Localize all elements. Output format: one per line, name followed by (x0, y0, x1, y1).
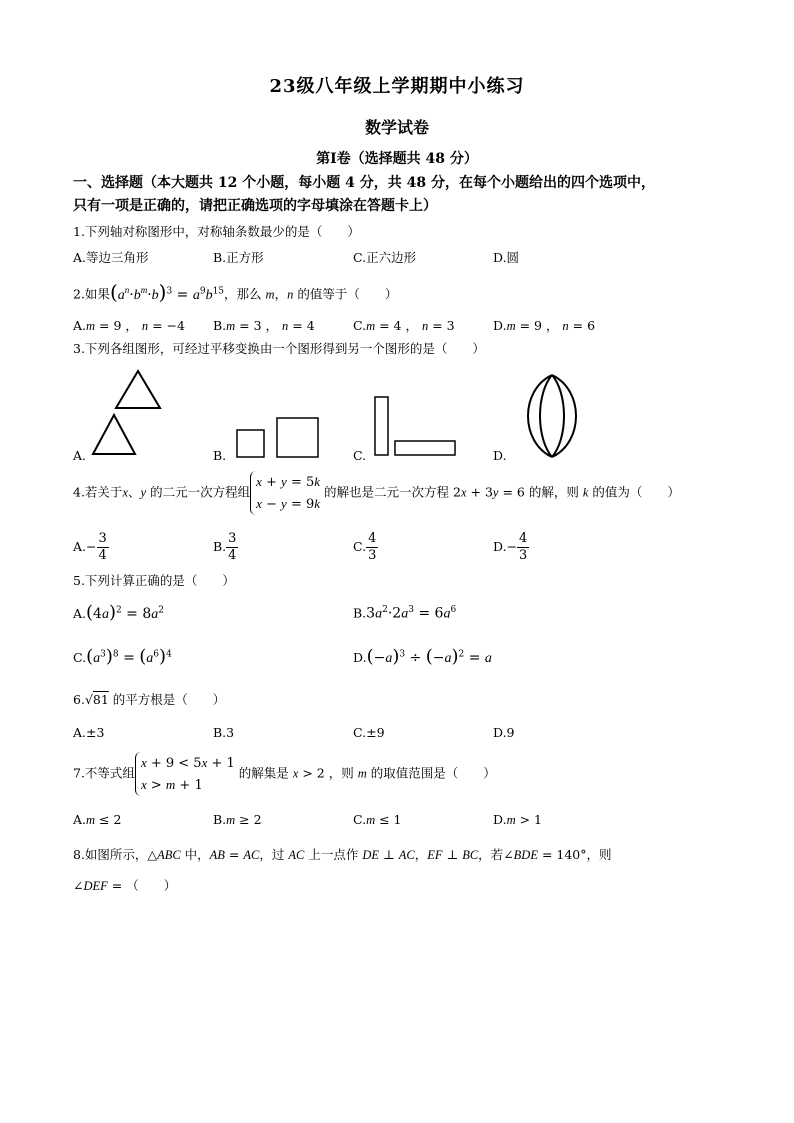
q6-option-a: A.±3 (73, 725, 105, 740)
q7-option-c: C.m ≤ 1 (353, 812, 402, 827)
section-heading-line1: 一、选择题（本大题共 12 个小题，每小题 4 分，共 48 分，在每个小题给出的四个选项中， (73, 175, 655, 191)
q5-option-d: $D.(-a)^3 \div (-a)^2 = a$ (353, 646, 492, 667)
q5-option-b: $B.3a^2\cdot 2a^3 = 6a^6$ (353, 605, 457, 622)
page-subtitle: 数学试卷 (364, 118, 429, 137)
q1-option-a: A.等边三角形 (73, 250, 149, 265)
page-title: 23级八年级上学期期中小练习 (269, 76, 525, 97)
question-2-stem: 2.如果$(a^n\cdot b^m\cdot b)^3 = a^9b^{15}$，那么 m，n 的值等于（ ） (73, 279, 398, 304)
question-8-stem-line1: 8.如图所示，△ABC 中，AB = AC，过 AC 上一点作 DE ⊥ AC，EF ⊥ BC，若∠BDE = 140°，则 (73, 847, 612, 862)
q4-option-b: B. $\frac{3}{4}$ (213, 531, 237, 563)
q2-option-a: A.m = 9 ， n = −4 (73, 318, 185, 333)
q2-option-b: B.m = 3 ， n = 4 (213, 318, 315, 333)
q5-option-c: $C.(a^3)^8 = (a^6)^4$ (73, 646, 172, 667)
q7-inequality-system: x + 9 < 5x + 1 x > m + 1 (135, 752, 235, 796)
q7-option-d: D.m > 1 (493, 812, 542, 827)
section-heading-line2: 只有一项是正确的，请把正确选项的字母填涂在答题卡上） (73, 198, 437, 214)
q3-figure-a-triangles (88, 368, 168, 460)
q2-expression: $(a^n\cdot b^m\cdot b)^3 = a^9b^{15}$ (109, 279, 225, 304)
part-heading: 第Ⅰ卷（选择题共 48 分） (316, 151, 478, 167)
q3-option-a: A. (73, 448, 87, 463)
q4-option-c: C. $\frac{4}{3}$ (353, 531, 377, 563)
q2-option-c: C.m = 4 ， n = 3 (353, 318, 455, 333)
q5-option-a: $A.(4a)^2 = 8a^2$ (73, 602, 165, 623)
question-7-stem: 7.不等式组x + 9 < 5x + 1 x > m + 1 的解集是 x > 2 ，则 m 的取值范围是（ ） (73, 752, 496, 796)
question-6-stem: 6.√81 的平方根是（ ） (73, 692, 226, 707)
q6-option-c: C.±9 (353, 725, 385, 740)
q3-figure-c-rectangles (372, 395, 462, 460)
q1-option-b: B.正方形 (213, 250, 264, 265)
q6-option-b: B.3 (213, 725, 235, 740)
question-1-stem: 1.下列轴对称图形中，对称轴条数最少的是（ ） (73, 224, 360, 239)
question-5-stem: 5.下列计算正确的是（ ） (73, 573, 235, 588)
q6-option-d: D.9 (493, 725, 515, 740)
q7-option-a: A.m ≤ 2 (73, 812, 122, 827)
q4-equation-system: x + y = 5k x − y = 9k (250, 471, 320, 515)
q3-option-d: D. (493, 448, 507, 463)
question-8-stem-line2: ∠DEF = （ ） (73, 878, 177, 893)
q7-option-b: B.m ≥ 2 (213, 812, 262, 827)
q1-option-c: C.正六边形 (353, 250, 417, 265)
q3-option-c: C. (353, 448, 367, 463)
q2-option-d: D.m = 9 ， n = 6 (493, 318, 596, 333)
q4-option-d: D.− $\frac{4}{3}$ (493, 531, 528, 563)
q4-option-a: A.− $\frac{3}{4}$ (73, 531, 107, 563)
q3-option-b: B. (213, 448, 227, 463)
q3-figure-b-squares (233, 415, 325, 460)
question-4-stem: 4.若关于x、y 的二元一次方程组x + y = 5k x − y = 9k 的解也是二元一次方程 2x + 3y = 6 的解，则 k 的值为（ ） (73, 471, 680, 515)
question-3-stem: 3.下列各组图形，可经过平移变换由一个图形得到另一个图形的是（ ） (73, 341, 485, 356)
q1-option-d: D.圆 (493, 250, 520, 265)
q6-sqrt: √81 (84, 692, 109, 707)
q3-figure-d-arcs (512, 372, 592, 460)
